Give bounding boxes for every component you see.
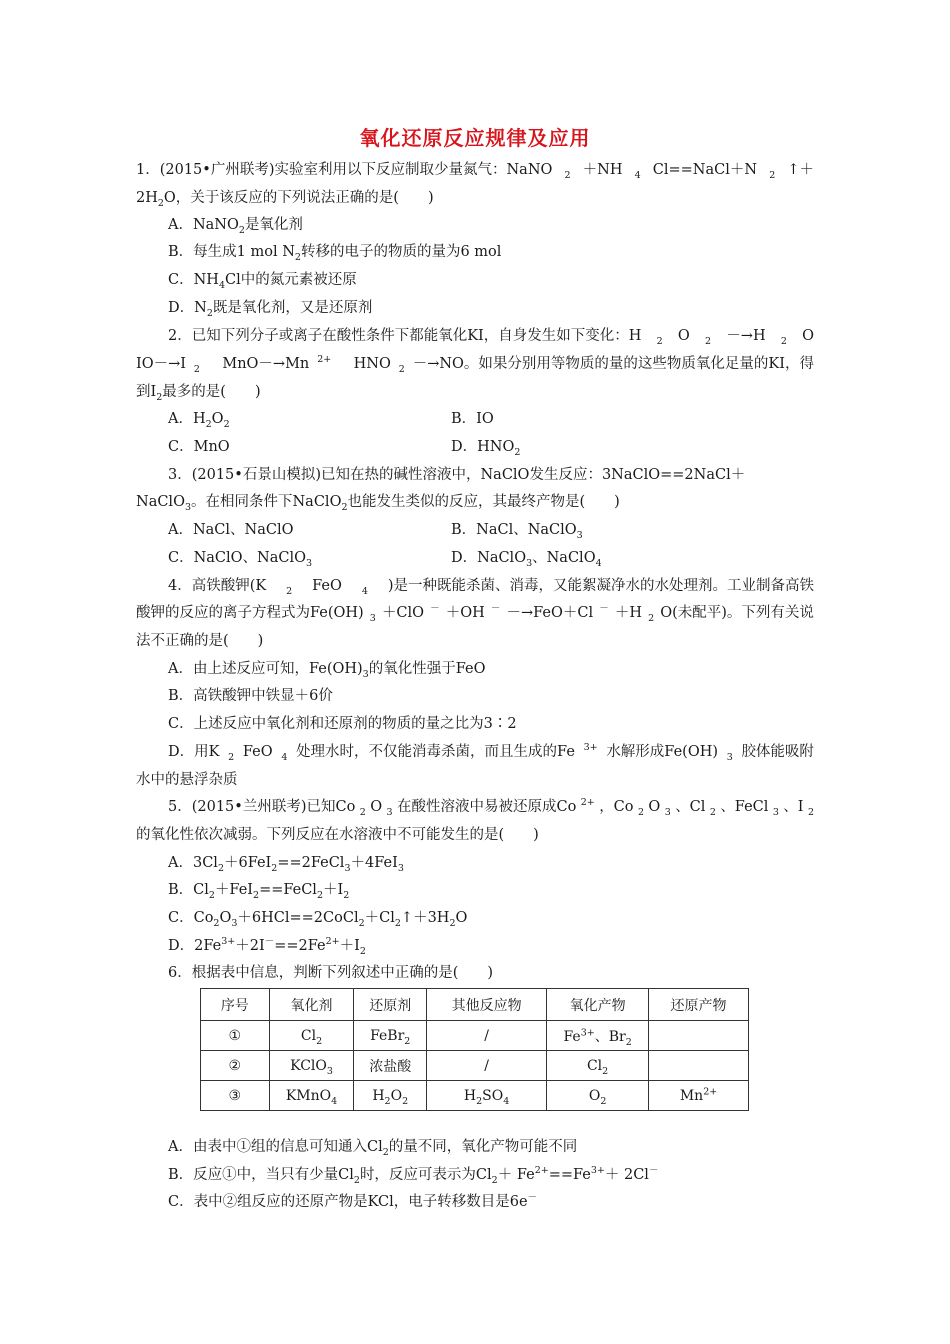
table-row xyxy=(201,1081,749,1111)
q1-option-a: A．NaNO$_2$是氧化剂 xyxy=(168,217,303,236)
table-cell: / xyxy=(427,1051,547,1081)
table-cell: $H_2SO_4$ xyxy=(427,1081,547,1111)
table-cell: $O_2$ xyxy=(547,1081,649,1111)
q2-option-c: C．MnO xyxy=(168,439,230,455)
q2-line3: 到$I_2$最多的是( ) xyxy=(136,384,261,403)
q2-option-b: B．IO xyxy=(451,411,494,427)
table-cell: ③ xyxy=(201,1081,270,1111)
q3-option-b: B．NaCl、NaClO$_3$ xyxy=(451,522,583,541)
q6-option-a: A．由表中①组的信息可知通入$Cl_2$的量不同，氧化产物可能不同 xyxy=(168,1139,578,1158)
q3-option-a: A．NaCl、NaClO xyxy=(168,522,294,538)
table-header: 其他反应物 xyxy=(427,989,547,1021)
q5-option-d: D．$2Fe^{3+}+2I^-==2Fe^{2+}+I_2$ xyxy=(168,936,366,957)
q6-stem: 6．根据表中信息，判断下列叙述中正确的是( ) xyxy=(168,965,494,981)
q4-line2: 酸钾的反应的离子方程式为Fe(OH) $_3$ ＋ClO － ＋OH － －→FeO＋Cl － ＋H $_2$ O(未配平)。下列有关说 xyxy=(136,603,814,624)
q5-option-b: B．$Cl_2+FeI_2==FeCl_2+I_2$ xyxy=(168,882,350,901)
table-cell: KMnO$_4$ xyxy=(269,1081,354,1111)
table-cell: KClO$_3$ xyxy=(269,1051,354,1081)
page-title: 氧化还原反应规律及应用 xyxy=(359,126,591,150)
table-cell: $Fe^{3+}$、$Br_2$ xyxy=(547,1021,649,1051)
table-cell: $Mn^{2+}$ xyxy=(649,1081,749,1111)
table-cell: / xyxy=(427,1021,547,1051)
q3-option-c: C．NaClO、NaClO$_3$ xyxy=(168,550,313,569)
table-header: 氧化产物 xyxy=(547,989,649,1021)
q4-option-d-line2: 水中的悬浮杂质 xyxy=(136,772,238,788)
q3-line1: 3．(2015•石景山模拟)已知在热的碱性溶液中，NaClO发生反应：3NaClO==2NaCl＋ xyxy=(168,467,746,483)
q5-line1: 5．(2015•兰州联考)已知Co $_2$ O $_3$ 在酸性溶液中易被还原成Co $^{2+}$ ，Co $_2$ O $_3$ 、Cl $_2$ 、FeCl $_3$ 、I $_2$ xyxy=(168,797,814,818)
table-cell xyxy=(649,1021,749,1051)
table-cell: ① xyxy=(201,1021,270,1051)
q3-option-d: D．NaClO$_3$、NaClO$_4$ xyxy=(451,550,602,569)
q2-line2: IO－→I $_2$ MnO－→Mn $^{2+}$ HNO $_2$ －→NO。如果分别用等物质的量的这些物质氧化足量的KI，得 xyxy=(136,354,814,375)
q3-line2: NaClO$_3$。在相同条件下NaClO$_2$也能发生类似的反应，其最终产物是( ) xyxy=(136,494,620,513)
table-cell: 浓盐酸 xyxy=(354,1051,427,1081)
q4-option-d: D．用K $_2$ FeO $_4$ 处理水时，不仅能消毒杀菌，而且生成的Fe $^{3+}$ 水解形成Fe(OH) $_3$ 胶体能吸附 xyxy=(168,742,814,763)
q4-option-a: A．由上述反应可知，$Fe(OH)_3$的氧化性强于FeO xyxy=(168,661,486,680)
table-cell xyxy=(649,1051,749,1081)
table-header: 还原产物 xyxy=(649,989,749,1021)
table-row xyxy=(201,1051,749,1081)
q5-option-a: A．$3Cl_2+6FeI_2==2FeCl_3+4FeI_3$ xyxy=(168,855,404,874)
q1-option-d: D．$N_2$既是氧化剂，又是还原剂 xyxy=(168,300,373,319)
table-header-row xyxy=(201,989,749,1021)
q5-option-c: C．$Co_2O_3+6HCl==2CoCl_2+Cl_2↑+3H_2O$ xyxy=(168,910,468,929)
q6-option-b: B．反应①中，当只有少量$Cl_2$时，反应可表示为$Cl_2+ Fe^{2+}==Fe^{3+}+ 2Cl^-$ xyxy=(168,1165,659,1186)
q2-option-a: A．$H_2O_2$ xyxy=(168,411,230,430)
q1-line2: $2H_2O$，关于该反应的下列说法正确的是( ) xyxy=(136,190,434,209)
reaction-table xyxy=(200,988,749,1111)
q4-line3: 法不正确的是( ) xyxy=(136,633,264,649)
table-header: 氧化剂 xyxy=(269,989,354,1021)
table-cell: FeBr$_2$ xyxy=(354,1021,427,1051)
table-cell: $H_2O_2$ xyxy=(354,1081,427,1111)
q4-line1: 4．高铁酸钾(K $_2$ FeO $_4$ )是一种既能杀菌、消毒，又能絮凝净水的水处理剂。工业制备高铁 xyxy=(168,578,814,597)
q5-line2: 的氧化性依次减弱。下列反应在水溶液中不可能发生的是( ) xyxy=(136,827,539,843)
q6-option-c: C．表中②组反应的还原产物是KCl，电子转移数目是6e－ xyxy=(168,1192,538,1210)
table-cell: ② xyxy=(201,1051,270,1081)
q1-line1: 1．(2015•广州联考)实验室利用以下反应制取少量氮气：NaNO $_2$ ＋NH $_4$ Cl==NaCl＋N $_2$ ↑＋ xyxy=(136,162,814,181)
q4-option-b: B．高铁酸钾中铁显＋6价 xyxy=(168,688,333,704)
q1-option-b: B．每生成1 mol $N_2$转移的电子的物质的量为6 mol xyxy=(168,244,502,263)
table-header: 序号 xyxy=(201,989,270,1021)
q2-line1: 2．已知下列分子或离子在酸性条件下都能氧化KI，自身发生如下变化：H $_2$ O $_2$ －→H $_2$ O xyxy=(168,328,814,347)
q4-option-c: C．上述反应中氧化剂和还原剂的物质的量之比为3∶2 xyxy=(168,716,517,732)
table-cell: $Cl_2$ xyxy=(547,1051,649,1081)
table-row xyxy=(201,1021,749,1051)
q2-option-d: D．$HNO_2$ xyxy=(451,439,521,458)
table-cell: $Cl_2$ xyxy=(269,1021,354,1051)
table-header: 还原剂 xyxy=(354,989,427,1021)
q1-option-c: C．$NH_4Cl$中的氮元素被还原 xyxy=(168,272,357,291)
